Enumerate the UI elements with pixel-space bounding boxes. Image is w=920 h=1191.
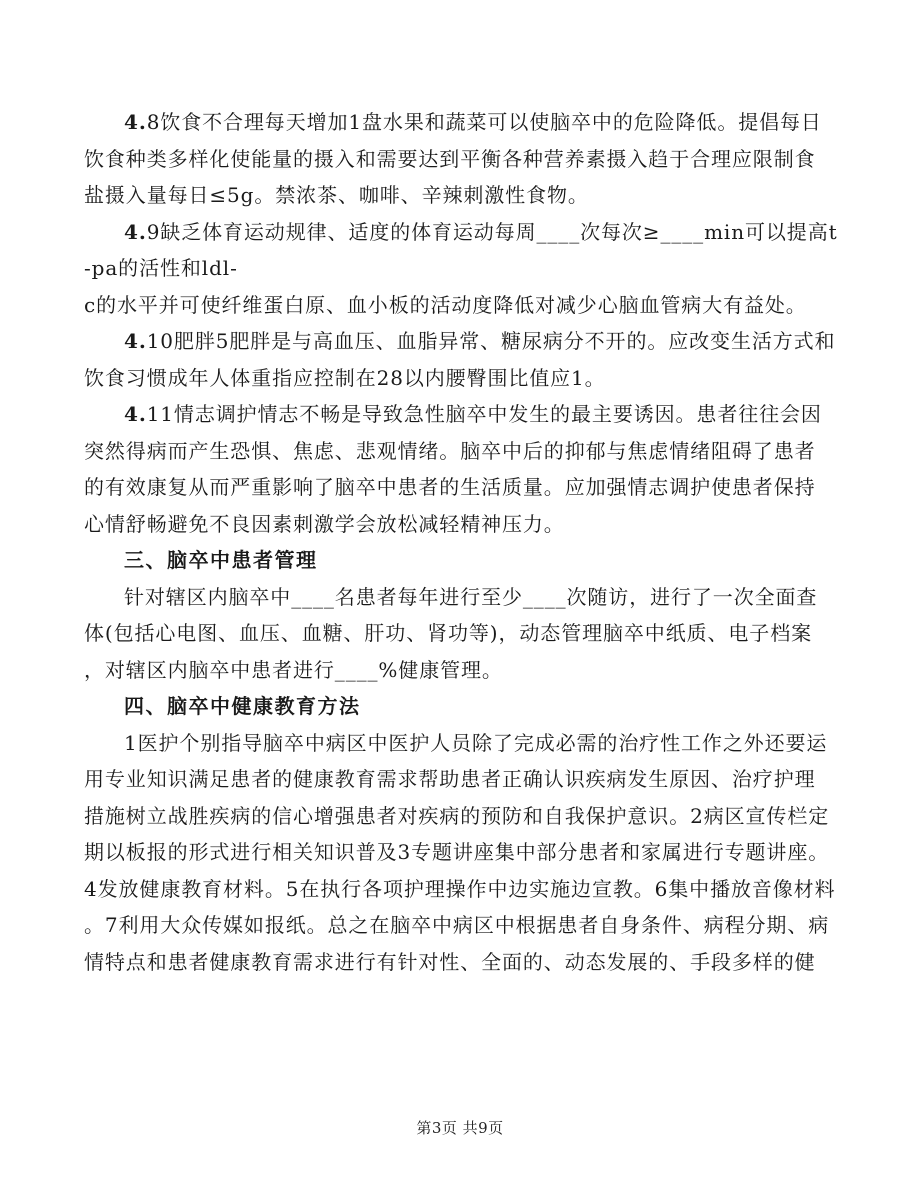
paragraph-line: 饮食习惯成年人体重指应控制在28以内腰臀围比值应1。	[84, 365, 606, 390]
paragraph-line: 4发放健康教育材料。5在执行各项护理操作中边实施边宣教。6集中播放音像材料	[84, 876, 836, 901]
item-number: 4.	[124, 219, 147, 244]
paragraph-line: 期以板报的形式进行相关知识普及3专题讲座集中部分患者和家属进行专题讲座。	[84, 840, 830, 864]
paragraph-4-9	[84, 214, 838, 324]
section-heading-patient-management: 三、脑卒中患者管理	[124, 548, 318, 572]
paragraph-4-11	[84, 396, 834, 542]
section-heading-health-education: 四、脑卒中健康教育方法	[124, 694, 361, 718]
paragraph-line: ，对辖区内脑卒中患者进行____%健康管理。	[84, 657, 503, 682]
paragraph-line: 用专业知识满足患者的健康教育需求帮助患者正确认识疾病发生原因、治疗护理	[84, 767, 816, 791]
paragraph-line: 心情舒畅避免不良因素刺激学会放松减轻精神压力。	[84, 511, 565, 536]
paragraph-line: 。7利用大众传媒如报纸。总之在脑卒中病区中根据患者自身条件、病程分期、病	[84, 913, 830, 937]
item-number: 4.	[124, 110, 147, 134]
paragraph-4-10	[84, 323, 834, 396]
paragraph-line: 体(包括心电图、血压、血糖、肝功、肾功等)，动态管理脑卒中纸质、电子档案	[84, 621, 813, 645]
paragraph-line: 情特点和患者健康教育需求进行有针对性、全面的、动态发展的、手段多样的健	[84, 949, 816, 974]
paragraph-line: 措施树立战胜疾病的信心增强患者对疾病的预防和自我保护意识。2病区宣传栏定	[84, 803, 830, 828]
paragraph-health-education	[84, 725, 834, 981]
item-number: 4.	[124, 329, 147, 353]
paragraph-line: 盐摄入量每日≤5g。禁浓茶、咖啡、辛辣刺激性食物。	[84, 183, 589, 207]
paragraph-line: 饮食种类多样化使能量的摄入和需要达到平衡各种营养素摄入趋于合理应限制食	[84, 146, 816, 171]
paragraph-line: 的有效康复从而严重影响了脑卒中患者的生活质量。应加强情志调护使患者保持	[84, 475, 816, 499]
paragraph-line: 4.10肥胖5肥胖是与高血压、血脂异常、糖尿病分不开的。应改变生活方式和	[124, 329, 836, 353]
paragraph-line: 1医护个别指导脑卒中病区中医护人员除了完成必需的治疗性工作之外还要运	[124, 730, 828, 755]
paragraph-patient-management	[84, 579, 834, 689]
item-number: 4.	[124, 402, 147, 426]
paragraph-line: 4.9缺乏体育运动规律、适度的体育运动每周____次每次≥____min可以提高t	[124, 219, 838, 244]
paragraph-line: 4.8饮食不合理每天增加1盘水果和蔬菜可以使脑卒中的危险降低。提倡每日	[124, 110, 822, 134]
paragraph-4-8	[84, 104, 834, 214]
page-footer: 第3页 共9页	[416, 1119, 504, 1137]
paragraph-line: 突然得病而产生恐惧、焦虑、悲观情绪。脑卒中后的抑郁与焦虑情绪阻碍了患者	[84, 438, 816, 463]
document-body	[84, 104, 838, 980]
paragraph-line: 4.11情志调护情志不畅是导致急性脑卒中发生的最主要诱因。患者往往会因	[124, 402, 822, 426]
paragraph-line: -pa的活性和ldl-	[84, 256, 238, 280]
paragraph-line: 针对辖区内脑卒中____名患者每年进行至少____次随访，进行了一次全面查	[124, 584, 818, 609]
paragraph-line: c的水平并可使纤维蛋白原、血小板的活动度降低对减少心脑血管病大有益处。	[84, 292, 807, 317]
